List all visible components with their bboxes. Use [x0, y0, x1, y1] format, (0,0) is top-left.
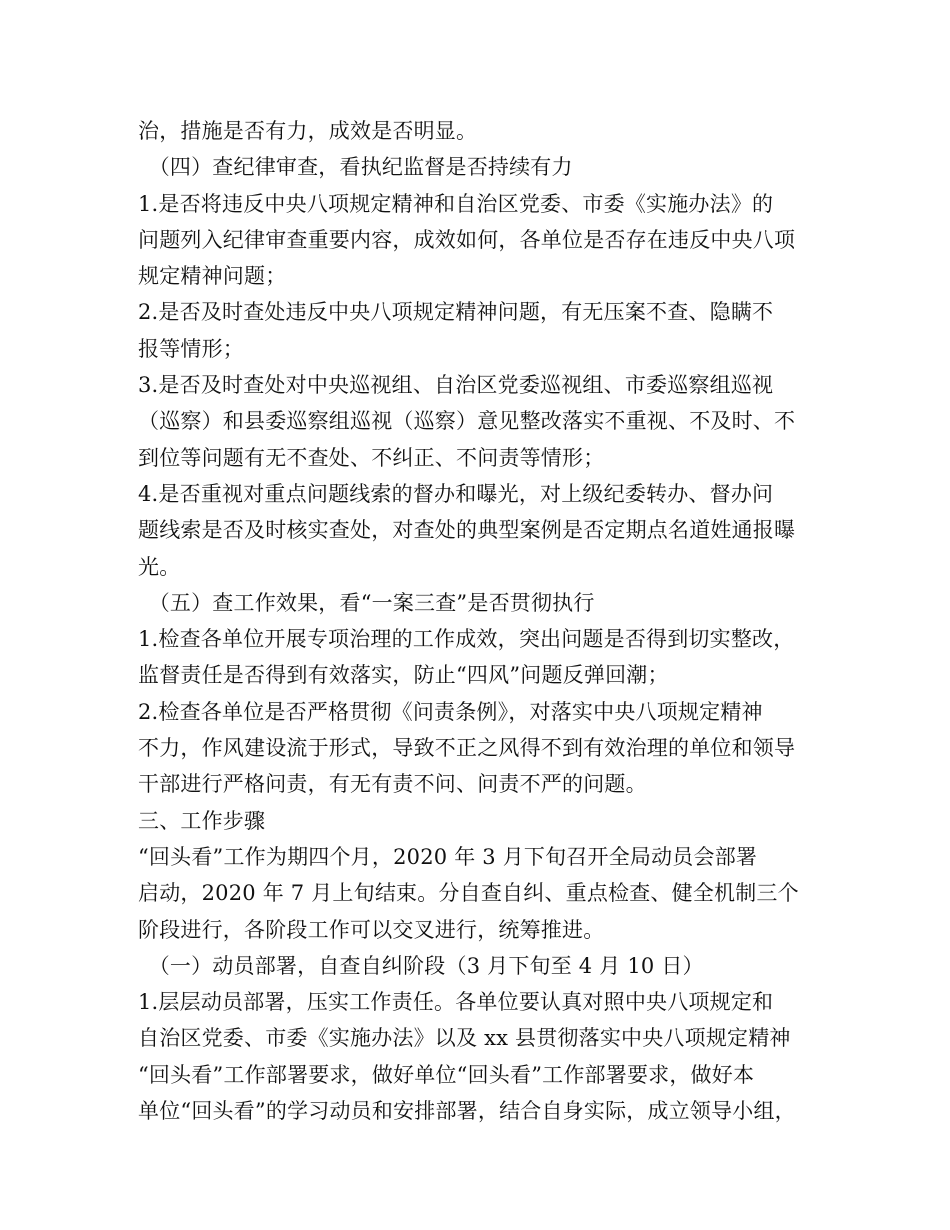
text-line: 1.检查各单位开展专项治理的工作成效，突出问题是否得到切实整改， — [138, 627, 795, 652]
text-line: “回头看”工作为期四个月，2020 年 3 月下旬召开全局动员会部署 — [138, 844, 758, 869]
text-line: 不力，作风建设流于形式，导致不正之风得不到有效治理的单位和领导 — [138, 736, 796, 761]
text-line: 4.是否重视对重点问题线索的督办和曝光，对上级纪委转办、督办问 — [138, 481, 774, 506]
text-line: “回头看”工作部署要求，做好单位“回头看”工作部署要求，做好本 — [138, 1062, 755, 1087]
text-line: 题线索是否及时核实查处，对查处的典型案例是否定期点名道姓通报曝 — [138, 518, 796, 543]
document-body — [138, 113, 813, 1129]
text-line: 治，措施是否有力，成效是否明显。 — [138, 119, 478, 143]
text-line: 自治区党委、市委《实施办法》以及 xx 县贯彻落实中央八项规定精神 — [138, 1026, 791, 1051]
text-line: 单位“回头看”的学习动员和安排部署，结合自身实际，成立领导小组， — [138, 1099, 796, 1124]
section-heading: （四）查纪律审查，看执纪监督是否持续有力 — [138, 155, 573, 180]
text-line: （巡察）和县委巡察组巡视（巡察）意见整改落实不重视、不及时、不 — [138, 409, 796, 434]
text-line: 阶段进行，各阶段工作可以交叉进行，统筹推进。 — [138, 917, 605, 942]
chapter-heading: 三、工作步骤 — [138, 808, 266, 833]
text-line: 1.是否将违反中央八项规定精神和自治区党委、市委《实施办法》的 — [138, 191, 774, 216]
section-heading: （五）查工作效果，看“一案三查”是否贯彻执行 — [138, 590, 595, 615]
text-line: 报等情形； — [138, 336, 244, 361]
text-line: 1.层层动员部署，压实工作责任。各单位要认真对照中央八项规定和 — [138, 990, 774, 1015]
text-line: 启动，2020 年 7 月上旬结束。分自查自纠、重点检查、健全机制三个 — [138, 881, 799, 906]
section-heading: （一）动员部署，自查自纠阶段（3 月下旬至 4 月 10 日） — [138, 953, 704, 978]
text-line: 问题列入纪律审查重要内容，成效如何，各单位是否存在违反中央八项 — [138, 227, 796, 252]
text-line: 3.是否及时查处对中央巡视组、自治区党委巡视组、市委巡察组巡视 — [138, 373, 774, 398]
text-line: 干部进行严格问责，有无有责不问、问责不严的问题。 — [138, 772, 647, 797]
text-line: 2.是否及时查处违反中央八项规定精神问题，有无压案不查、隐瞒不 — [138, 300, 774, 325]
text-line: 监督责任是否得到有效落实，防止“四风”问题反弹回潮； — [138, 663, 669, 688]
text-line: 光。 — [138, 554, 181, 579]
text-line: 到位等问题有无不查处、不纠正、不问责等情形； — [138, 445, 605, 470]
text-line: 2.检查各单位是否严格贯彻《问责条例》，对落实中央八项规定精神 — [138, 699, 763, 724]
text-line: 规定精神问题； — [138, 264, 287, 289]
